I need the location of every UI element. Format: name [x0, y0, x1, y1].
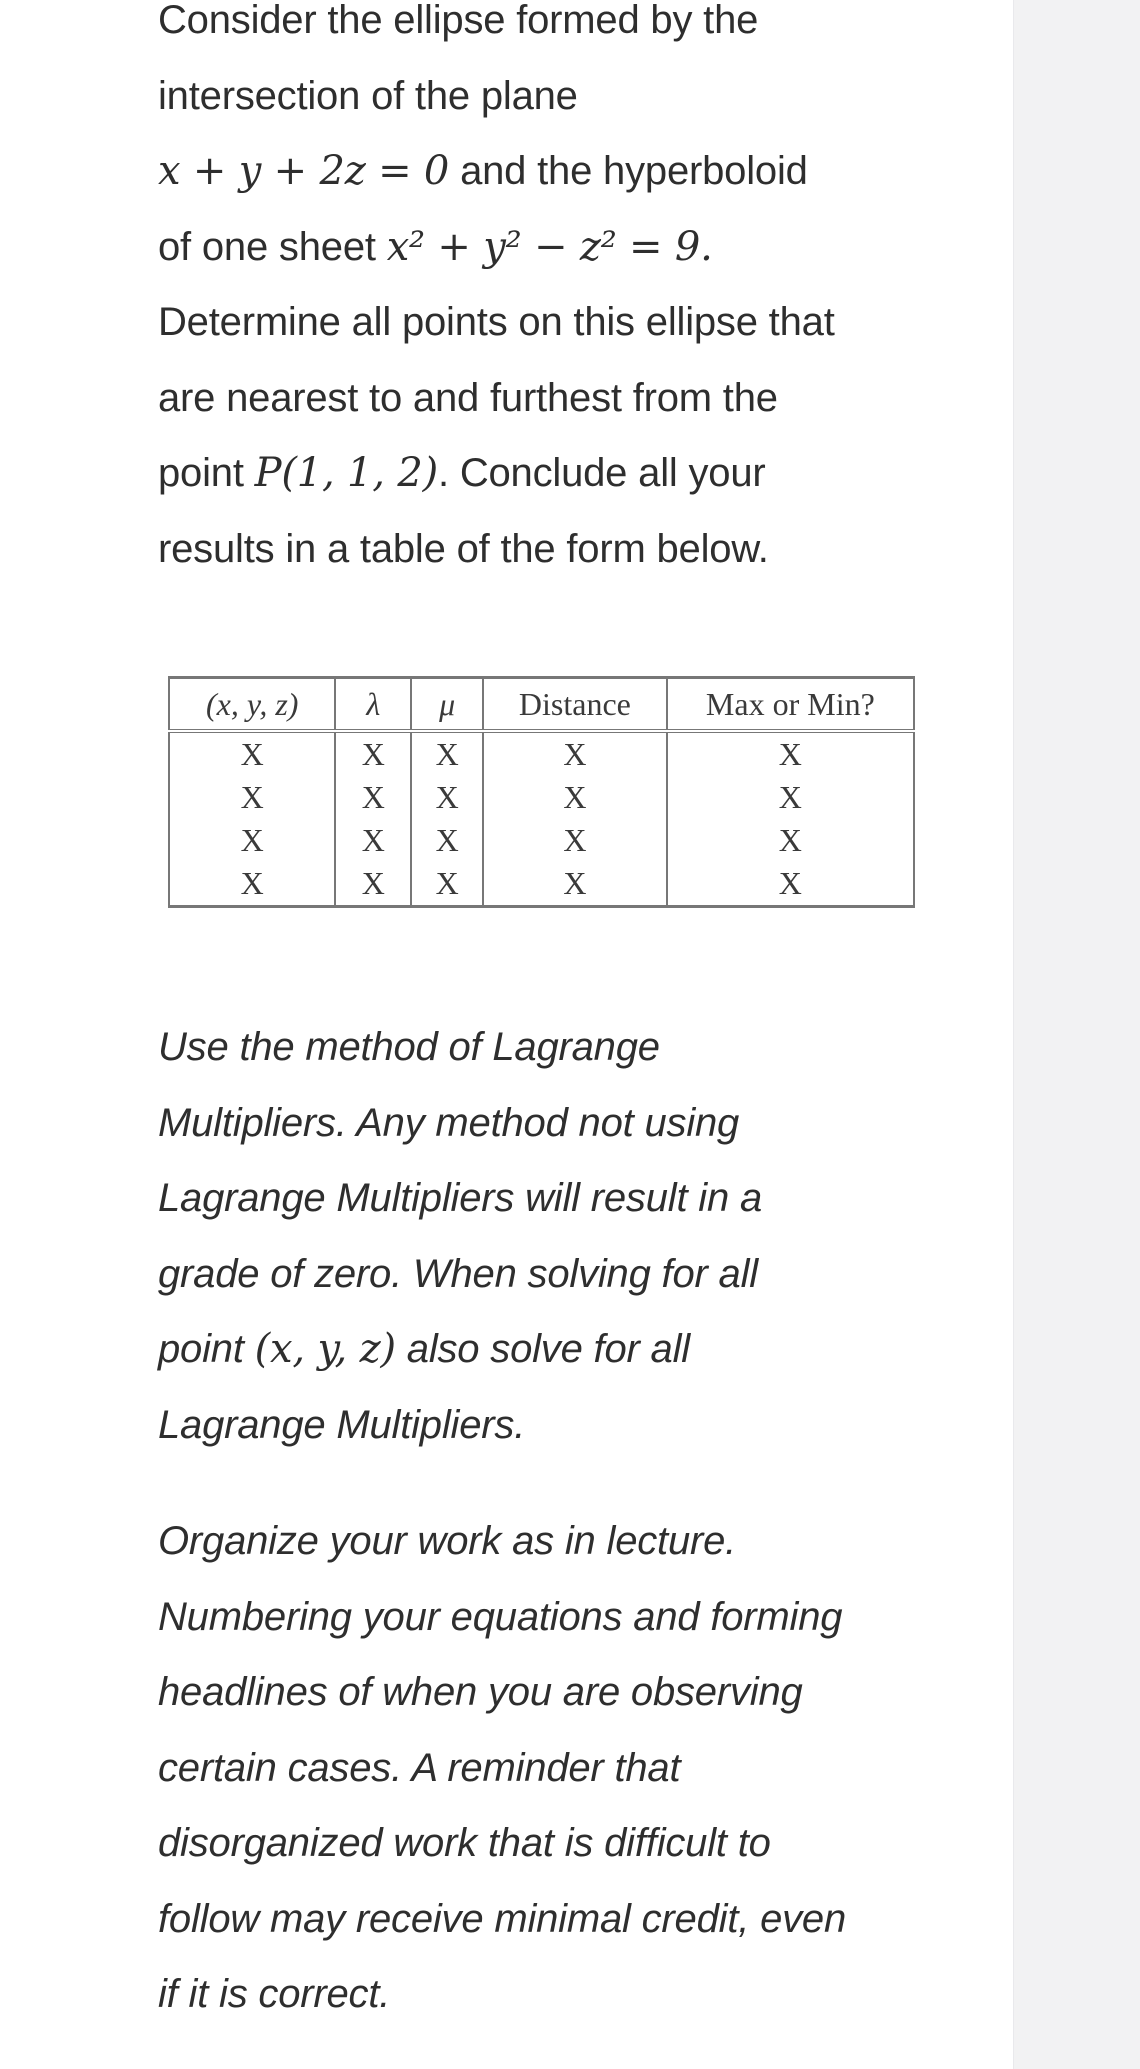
table-header-row [169, 678, 914, 732]
text-line: Lagrange Multipliers. [158, 1402, 526, 1447]
table-row [169, 819, 914, 862]
table-cell: X [483, 862, 667, 907]
table-cell: X [483, 776, 667, 819]
table-cell: X [483, 819, 667, 862]
instructions-paragraph [158, 1010, 958, 1463]
text-line: headlines of when you are observing [158, 1670, 803, 1714]
text-line: intersection of the plane [158, 73, 578, 118]
text-fragment: . Conclude all your [438, 451, 766, 495]
header-distance: Distance [483, 678, 667, 732]
hyperboloid-equation: x² + y² − z² = 9. [386, 223, 713, 270]
text-fragment: point [158, 451, 255, 495]
problem-paragraph [158, 0, 958, 587]
text-fragment: of one sheet [158, 224, 387, 269]
table-cell: X [411, 862, 483, 907]
text-fragment: and the hyperboloid [449, 149, 808, 193]
text-line: Lagrange Multipliers will result in a [158, 1176, 762, 1220]
table-row [169, 862, 914, 907]
text-line: grade of zero. When solving for all [158, 1251, 758, 1296]
text-line: are nearest to and furthest from the [158, 375, 778, 420]
text-fragment: point [158, 1327, 255, 1371]
table-cell: X [411, 776, 483, 819]
table-cell: X [335, 776, 411, 819]
organization-paragraph [158, 1504, 958, 2033]
table-cell: X [335, 819, 411, 862]
text-line: if it is correct. [158, 1972, 391, 2016]
table-cell: X [335, 731, 411, 776]
organization-note [158, 1504, 958, 2033]
table-cell: X [169, 731, 335, 776]
text-line [158, 210, 958, 286]
point-p: P(1, 1, 2) [254, 450, 438, 496]
table-cell: X [169, 776, 335, 819]
table-cell: X [169, 819, 335, 862]
text-line: Organize your work as in lecture. [158, 1519, 737, 1563]
header-point: (x, y, z) [169, 678, 335, 732]
table-cell: X [411, 819, 483, 862]
table-row [169, 731, 914, 776]
text-line [158, 1312, 958, 1388]
header-max-min: Max or Min? [667, 678, 914, 732]
table-row [169, 776, 914, 819]
text-line: Consider the ellipse formed by the [158, 0, 759, 42]
text-line: Multipliers. Any method not using [158, 1100, 740, 1145]
text-line [158, 436, 958, 512]
header-mu: μ [411, 678, 483, 732]
text-line: results in a table of the form below. [158, 526, 769, 571]
text-line: Determine all points on this ellipse that [158, 300, 835, 344]
lagrange-instructions [158, 1010, 958, 1463]
table-cell: X [667, 862, 914, 907]
table-cell: X [483, 731, 667, 776]
table-cell: X [667, 776, 914, 819]
results-table [168, 676, 915, 908]
results-table-container [168, 676, 915, 908]
text-line: Numbering your equations and forming [158, 1594, 843, 1639]
text-line: follow may receive minimal credit, even [158, 1896, 847, 1941]
text-line: certain cases. A reminder that [158, 1745, 681, 1790]
header-lambda: λ [335, 678, 411, 732]
text-fragment: also solve for all [395, 1327, 690, 1371]
plane-equation: x + y + 2z = 0 [158, 148, 450, 194]
table-cell: X [667, 731, 914, 776]
right-side-panel [1013, 0, 1140, 2069]
table-cell: X [335, 862, 411, 907]
table-cell: X [169, 862, 335, 907]
table-cell: X [411, 731, 483, 776]
text-line: Use the method of Lagrange [158, 1025, 660, 1069]
text-line: disorganized work that is difficult to [158, 1821, 771, 1865]
point-xyz: (x, y, z) [254, 1326, 396, 1372]
text-line [158, 134, 958, 210]
table-cell: X [667, 819, 914, 862]
